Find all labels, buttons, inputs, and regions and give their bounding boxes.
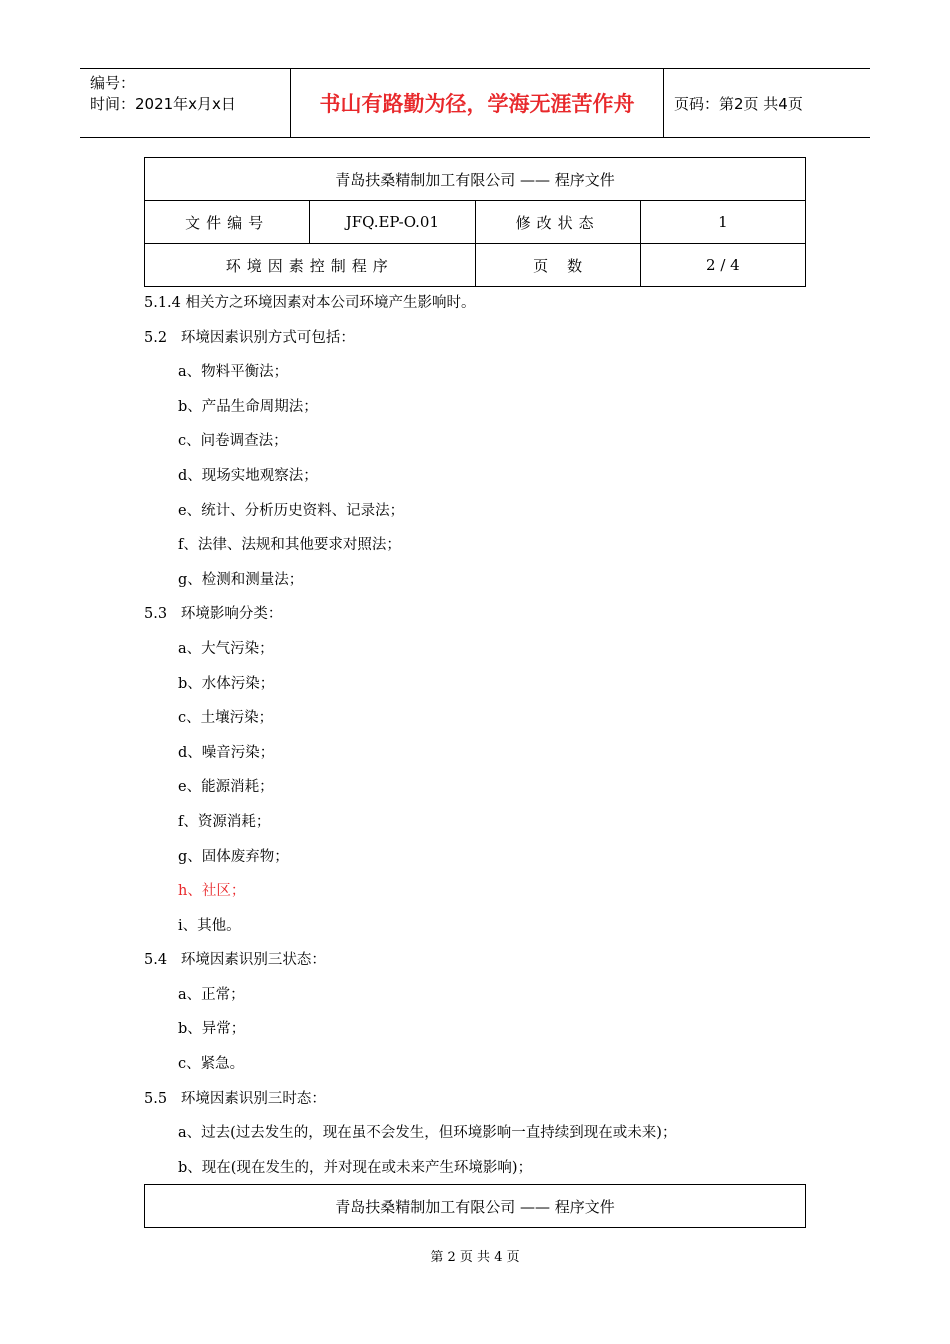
section-heading: 5.5 环境因素识别三时态： [144, 1090, 326, 1107]
top-header [80, 68, 870, 138]
page-label: 页码：第2页 共4页 [674, 94, 803, 113]
list-item: c、土壤污染； [178, 710, 274, 727]
section-heading: 5.1.4 相关方之环境因素对本公司环境产生影响时。 [144, 295, 476, 311]
list-item: c、紧急。 [178, 1056, 245, 1073]
list-item: c、问卷调查法； [178, 433, 288, 450]
list-item: g、固体废弃物； [178, 848, 289, 865]
time-label: 时间：2021年x月x日 [90, 95, 236, 113]
list-item: f、资源消耗； [178, 813, 271, 830]
header-info [80, 69, 291, 137]
file-no-value: JFQ.EP-O.01 [310, 201, 475, 244]
section-heading: 5.3 环境影响分类： [144, 606, 283, 623]
list-item: a、过去(过去发生的，现在虽不会发生，但环境影响一直持续到现在或未来)； [178, 1125, 677, 1142]
list-item: e、能源消耗； [178, 779, 274, 796]
section-heading: 5.4 环境因素识别三状态： [144, 952, 326, 969]
motto: 书山有路勤为径，学海无涯苦作舟 [291, 69, 664, 137]
number-label: 编号： [90, 74, 136, 92]
list-item: f、法律、法规和其他要求对照法； [178, 537, 401, 554]
list-item: a、大气污染； [178, 640, 274, 657]
list-item: h、社区； [178, 883, 246, 900]
list-item: d、噪音污染； [178, 744, 275, 761]
list-item: i、其他。 [178, 917, 241, 934]
company-title: 青岛扶桑精制加工有限公司 —— 程序文件 [145, 158, 806, 201]
file-no-label: 文件编号 [145, 201, 310, 244]
list-item: b、水体污染； [178, 675, 275, 692]
list-item: b、产品生命周期法； [178, 398, 318, 415]
pages-label: 页 数 [475, 244, 640, 287]
revision-value: 1 [640, 201, 805, 244]
page-number-footer: 第 2 页 共 4 页 [430, 1250, 520, 1265]
revision-label: 修改状态 [475, 201, 640, 244]
pages-value: 2 / 4 [640, 244, 805, 287]
document-control-table [144, 157, 806, 287]
list-item: b、现在(现在发生的，并对现在或未来产生环境影响)； [178, 1159, 533, 1176]
list-item: b、异常； [178, 1021, 246, 1038]
list-item: e、统计、分析历史资料、记录法； [178, 502, 405, 519]
section-heading: 5.2 环境因素识别方式可包括： [144, 329, 355, 346]
list-item: a、正常； [178, 986, 245, 1003]
list-item: d、现场实地观察法； [178, 467, 318, 484]
document-body [144, 290, 824, 1189]
footer-company: 青岛扶桑精制加工有限公司 —— 程序文件 [144, 1184, 806, 1228]
doc-name: 环境因素控制程序 [145, 244, 476, 287]
list-item: g、检测和测量法； [178, 571, 304, 588]
list-item: a、物料平衡法； [178, 364, 289, 381]
